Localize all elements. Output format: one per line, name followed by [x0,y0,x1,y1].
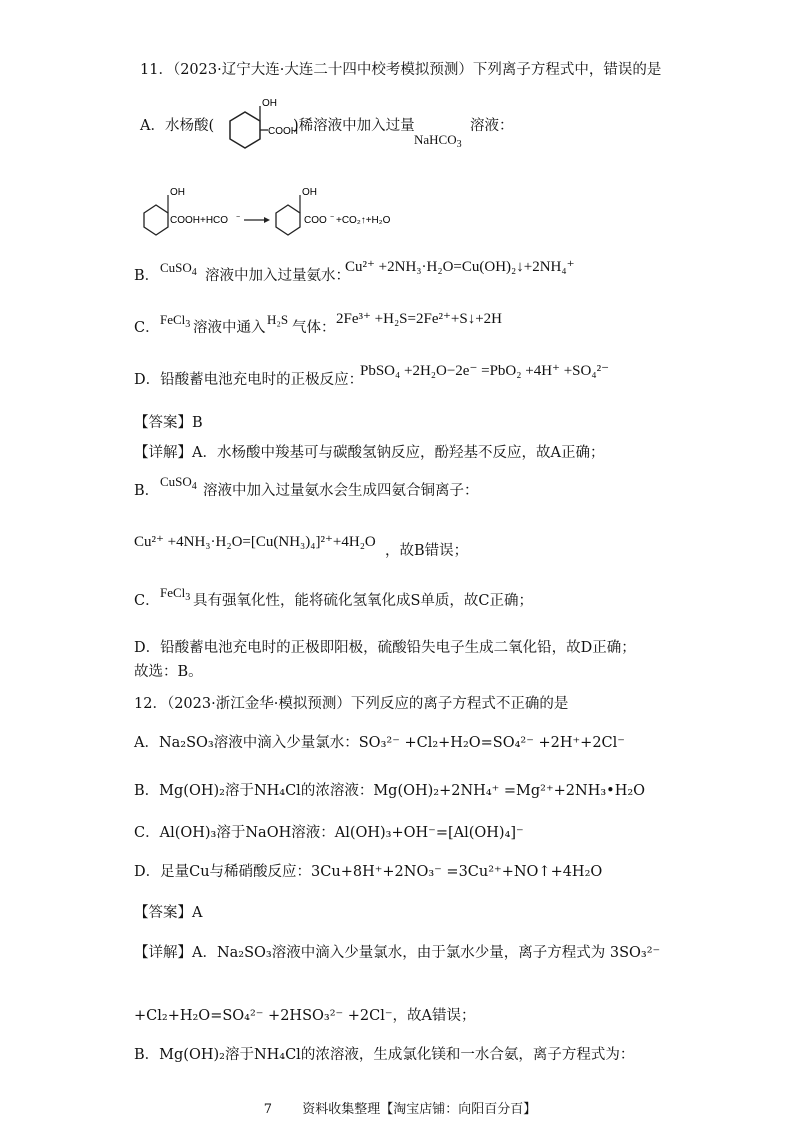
q11-b-equation: Cu²⁺ +2NH₃·H₂O=Cu(OH)₂↓+2NH₄⁺ [345,259,575,275]
q12-option-b: B．Mg(OH)₂溶于NH₄Cl的浓溶液：Mg(OH)₂+2NH₄⁺ =Mg²⁺+2NH₃•H₂O [134,783,646,799]
q11-option-a-prefix: A．水杨酸( [140,118,215,134]
q11-c-reagent: FeCl$_3$ [160,312,191,330]
q12-option-c: C．Al(OH)₃溶于NaOH溶液：Al(OH)₃+OH⁻=[Al(OH)₄]⁻ [134,825,524,841]
q11-c-text2: 气体： [292,320,336,336]
q11-b-reagent: CuSO$_4$ [160,260,197,278]
svg-text:−: − [330,214,335,221]
q11-detail-c-reagent: FeCl$_3$ [160,585,191,603]
q11-detail-c-text: 具有强氧化性，能将硫化氢氧化成S单质，故C正确； [193,593,534,609]
q11-option-a-suffix: )稀溶液中加入过量 [293,118,415,134]
q12-option-a: A．Na₂SO₃溶液中滴入少量氯水：SO₃²⁻ +Cl₂+H₂O=SO₄²⁻ +2H⁺+2Cl⁻ [134,735,625,751]
q11-detail-a: 【详解】A．水杨酸中羧基可与碳酸氢钠反应，酚羟基不反应，故A正确； [134,445,605,461]
svg-text:OH: OH [170,187,185,198]
q12-detail-a2: +Cl₂+H₂O=SO₄²⁻ +2HSO₃²⁻ +2Cl⁻，故A错误； [134,1008,476,1024]
salicylic-acid-structure [210,96,300,154]
svg-text:−: − [236,214,241,221]
q11-detail-b-text: 溶液中加入过量氨水会生成四氨合铜离子： [203,483,479,499]
q11-answer: 【答案】B [134,415,203,431]
svg-text:OH: OH [302,187,317,198]
q11-c-text1: 溶液中通入 [193,320,266,336]
q11-detail-d: D．铅酸蓄电池充电时的正极即阳极，硫酸铅失电子生成二氧化铅，故D正确； [134,640,636,656]
q11-d-text: D．铅酸蓄电池充电时的正极反应： [134,372,364,388]
q11-nahco3: NaHCO$_3$ [414,132,462,150]
q11-c-h2s: H₂S [267,312,289,327]
rxn-left-label: COOH+HCO [170,215,229,226]
q11-b-text: 溶液中加入过量氨水： [205,268,350,284]
q11-detail-b-tail: ，故B错误； [385,543,469,559]
q11-detail-b-equation: Cu²⁺ +4NH₃·H₂O=[Cu(NH₃)₄]²⁺+4H₂O [134,534,376,550]
q12-detail-a1: 【详解】A．Na₂SO₃溶液中滴入少量氯水，由于氯水少量，离子方程式为 3SO₃²⁻ [134,945,661,961]
cooh-label: COOH [268,126,298,137]
q12-detail-b: B．Mg(OH)₂溶于NH₄Cl的浓溶液，生成氯化镁和一水合氨，离子方程式为： [134,1047,635,1063]
rxn-products: +CO₂↑+H₂O [336,215,391,226]
q12-title: 12．（2023·浙江金华·模拟预测）下列反应的离子方程式不正确的是 [134,696,569,712]
rxn-right-label: COO [304,215,327,226]
q12-option-d: D．足量Cu与稀硝酸反应：3Cu+8H⁺+2NO₃⁻ =3Cu²⁺+NO↑+4H₂O [134,864,603,880]
page-footer [0,1098,800,1117]
q11-option-a-solution: 溶液： [470,118,514,134]
footer-text: 资料收集整理【淘宝店铺：向阳百分百】 [302,1102,537,1117]
q11-choose: 故选：B。 [134,664,203,680]
q12-answer: 【答案】A [134,905,203,921]
q11-reaction-scheme [134,183,424,243]
q11-d-equation: PbSO₄ +2H₂O−2e⁻ =PbO₂ +4H⁺ +SO₄²⁻ [360,363,609,379]
q11-c-equation: 2Fe³⁺ +H₂S=2Fe²⁺+S↓+2H [336,311,502,327]
oh-label: OH [262,98,277,109]
q11-detail-b-reagent: CuSO$_4$ [160,474,197,492]
q11-title: 11．（2023·辽宁大连·大连二十四中校考模拟预测）下列离子方程式中，错误的是 [140,62,662,78]
page-number: 7 [263,1102,273,1117]
